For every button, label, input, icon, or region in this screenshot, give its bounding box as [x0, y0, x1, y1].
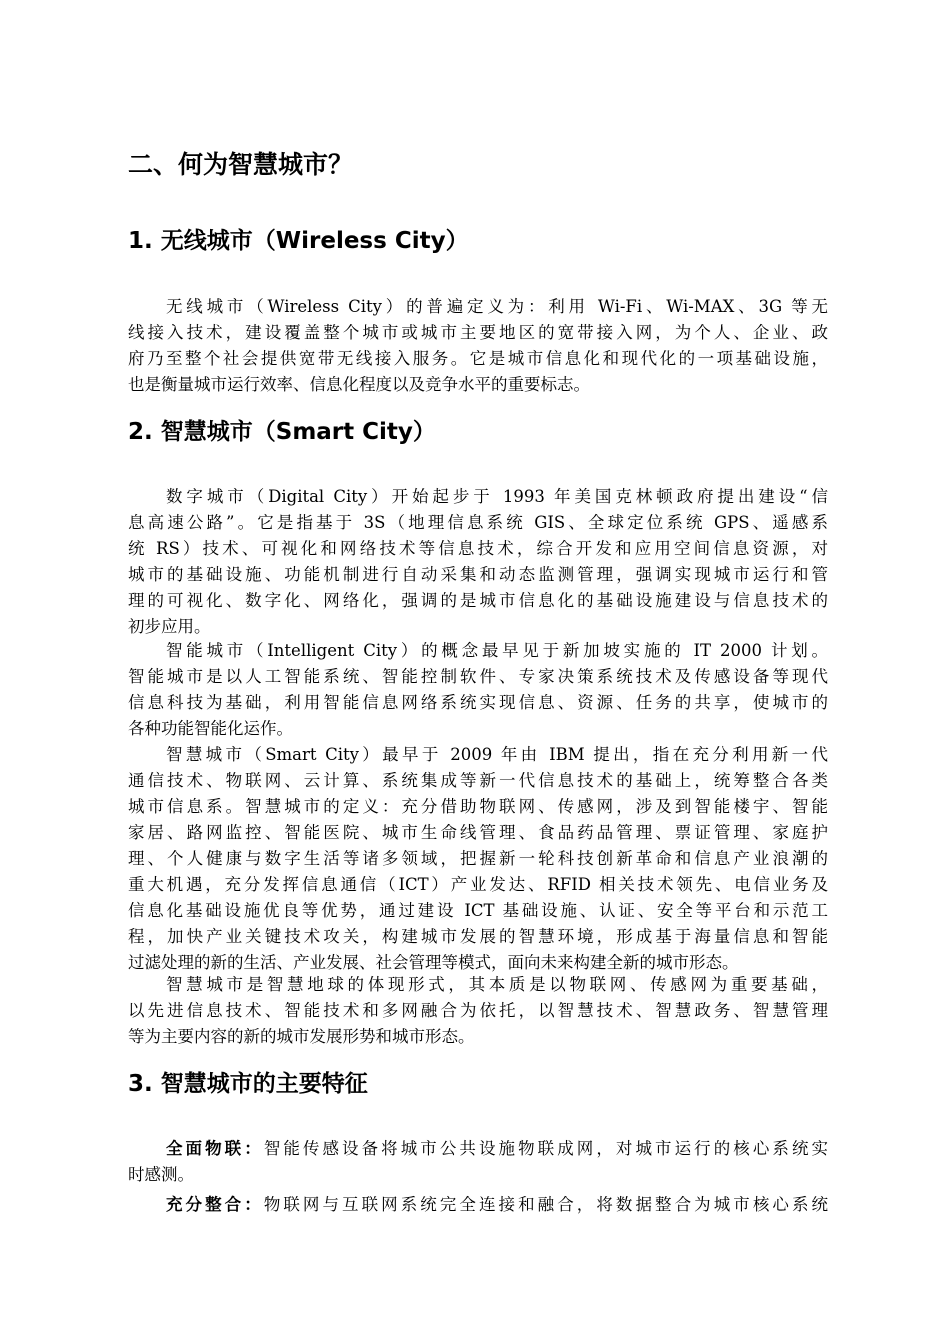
text-line: 智能城市是以人工智能系统、智能控制软件、专家决策系统技术及传感设备等现代	[128, 667, 828, 686]
text-line: 信息化基础设施优良等优势，通过建设 ICT 基础设施、认证、安全等平台和示范工	[128, 901, 828, 920]
section-title: 二、何为智慧城市？	[128, 150, 354, 179]
text-line	[128, 1136, 828, 1162]
text-line: 无线城市（Wireless City）的普遍定义为：利用 Wi-Fi、Wi-MAX、3G 等无	[166, 297, 828, 316]
text-line: 等为主要内容的新的城市发展形势和城市形态。	[128, 1027, 475, 1046]
text-line: 统 RS）技术、可视化和网络技术等信息技术，综合开发和应用空间信息资源，对	[128, 539, 828, 558]
text-line: 也是衡量城市运行效率、信息化程度以及竞争水平的重要标志。	[128, 375, 590, 394]
feature-item-full-integration	[128, 1192, 828, 1218]
heading-smart-city: 2. 智慧城市（Smart City）	[128, 419, 436, 445]
text-line: 理的可视化、数字化、网络化，强调的是城市信息化的基础设施建设与信息技术的	[128, 591, 828, 610]
text-line: 各种功能智能化运作。	[128, 719, 293, 738]
text-line: 智能城市（Intelligent City）的概念最早见于新加坡实施的 IT 2000 计划。	[166, 641, 828, 660]
text-line: 程，加快产业关键技术攻关，构建城市发展的智慧环境，形成基于海量信息和智能	[128, 927, 828, 946]
feature-term: 充分整合：	[166, 1195, 264, 1214]
text-line	[128, 1192, 828, 1218]
text-line: 重大机遇，充分发挥信息通信（ICT）产业发达、RFID 相关技术领先、电信业务及	[128, 875, 828, 894]
text-line: 线接入技术，建设覆盖整个城市或城市主要地区的宽带接入网，为个人、企业、政	[128, 323, 828, 342]
paragraph-wireless-city	[128, 294, 828, 398]
text-line: 信息科技为基础，利用智能信息网络系统实现信息、资源、任务的共享，使城市的	[128, 693, 828, 712]
paragraph-intelligent-city	[128, 638, 828, 742]
text-line: 以先进信息技术、智能技术和多网融合为依托，以智慧技术、智慧政务、智慧管理	[128, 1001, 828, 1020]
paragraph-digital-city	[128, 484, 828, 640]
feature-term: 全面物联：	[166, 1139, 264, 1158]
text-line: 数字城市（Digital City）开始起步于 1993 年美国克林顿政府提出建设“信	[166, 487, 828, 506]
text-line: 通信技术、物联网、云计算、系统集成等新一代信息技术的基础上，统筹整合各类	[128, 771, 828, 790]
heading-wireless-city: 1. 无线城市（Wireless City）	[128, 228, 469, 254]
text-line: 城市信息系。智慧城市的定义：充分借助物联网、传感网，涉及到智能楼宇、智能	[128, 797, 828, 816]
feature-item-full-iot	[128, 1136, 828, 1188]
text-line: 过滤处理的新的生活、产业发展、社会管理等模式，面向未来构建全新的城市形态。	[128, 953, 739, 972]
paragraph-smart-earth	[128, 972, 828, 1050]
text-line: 智慧城市（Smart City）最早于 2009 年由 IBM 提出，指在充分利用新一代	[166, 745, 828, 764]
text-line: 时感测。	[128, 1165, 194, 1184]
paragraph-smart-city	[128, 742, 828, 976]
heading-main-features: 3. 智慧城市的主要特征	[128, 1071, 368, 1097]
text-line: 息高速公路”。它是指基于 3S（地理信息系统 GIS、全球定位系统 GPS、遥感系	[128, 513, 828, 532]
text-line: 家居、路网监控、智能医院、城市生命线管理、食品药品管理、票证管理、家庭护	[128, 823, 828, 842]
feature-description: 物联网与互联网系统完全连接和融合，将数据整合为城市核心系统	[263, 1195, 829, 1214]
text-line: 府乃至整个社会提供宽带无线接入服务。它是城市信息化和现代化的一项基础设施，	[128, 349, 828, 368]
text-line: 初步应用。	[128, 617, 211, 636]
text-line: 理、个人健康与数字生活等诸多领域，把握新一轮科技创新革命和信息产业浪潮的	[128, 849, 828, 868]
text-line: 城市的基础设施、功能机制进行自动采集和动态监测管理，强调实现城市运行和管	[128, 565, 828, 584]
feature-description: 智能传感设备将城市公共设施物联成网，对城市运行的核心系统实	[263, 1139, 829, 1158]
text-line: 智慧城市是智慧地球的体现形式，其本质是以物联网、传感网为重要基础，	[166, 975, 828, 994]
